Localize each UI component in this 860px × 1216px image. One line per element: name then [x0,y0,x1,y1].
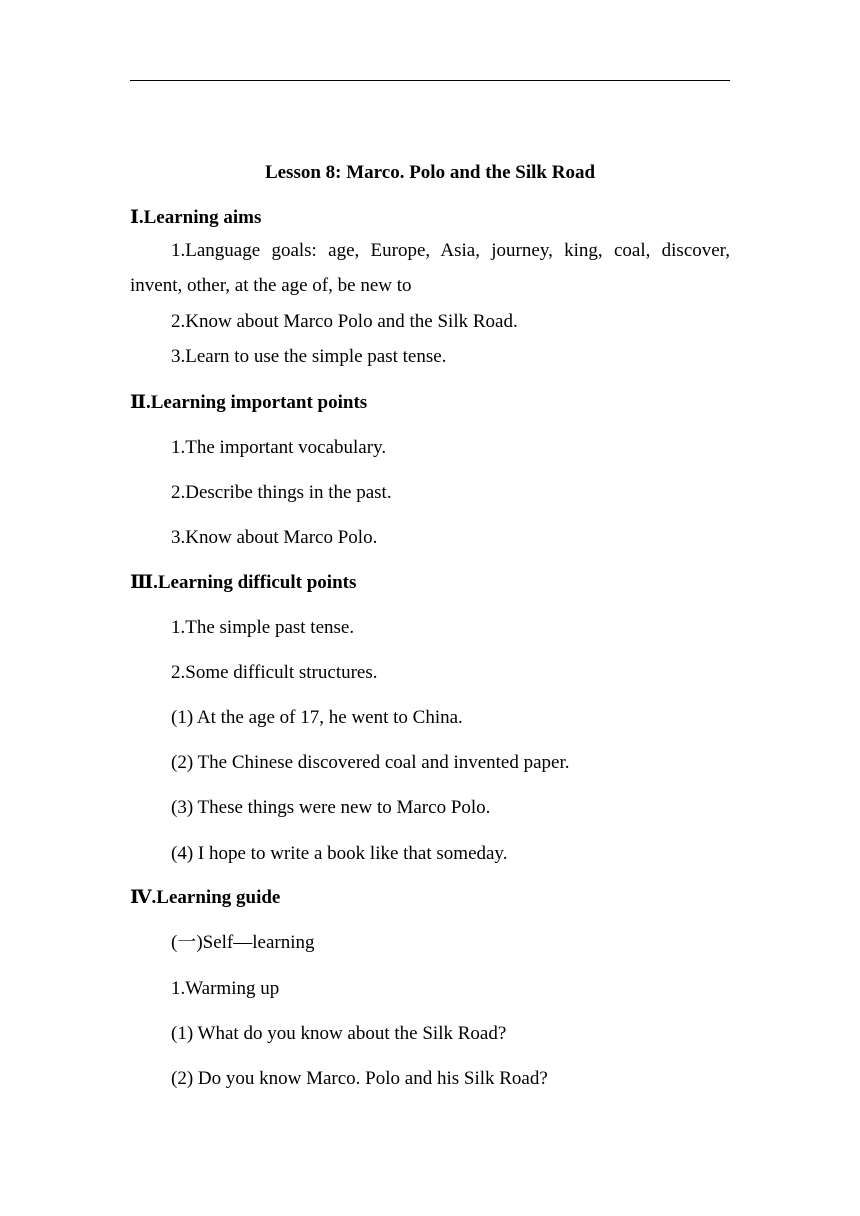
structure-example-2: (2) The Chinese discovered coal and invented paper. [171,752,570,773]
section-heading-important-points: Ⅱ.Learning important points [130,392,368,413]
section-heading-difficult-points: Ⅲ.Learning difficult points [130,572,357,593]
important-point-2: 2.Describe things in the past. [171,482,392,503]
structure-example-1: (1) At the age of 17, he went to China. [171,707,463,728]
guide-self-learning: (一)Self—learning [171,932,315,953]
structure-example-3: (3) These things were new to Marco Polo. [171,797,491,818]
guide-question-1: (1) What do you know about the Silk Road? [171,1023,507,1044]
guide-question-2: (2) Do you know Marco. Polo and his Silk Road? [171,1068,548,1089]
aims-item-3: 3.Learn to use the simple past tense. [171,346,447,367]
difficult-point-1: 1.The simple past tense. [171,617,355,638]
language-goals-paragraph: 1.Language goals: age, Europe, Asia, journey, king, coal, discover, invent, other, at the age of, be new to [130,240,730,296]
guide-warming-up: 1.Warming up [171,978,280,999]
structure-example-4: (4) I hope to write a book like that someday. [171,843,508,864]
difficult-point-2: 2.Some difficult structures. [171,662,378,683]
section-heading-learning-guide: Ⅳ.Learning guide [130,887,281,908]
important-point-1: 1.The important vocabulary. [171,437,387,458]
aims-item-2: 2.Know about Marco Polo and the Silk Road. [171,311,518,332]
section-heading-learning-aims: Ⅰ.Learning aims [130,207,262,228]
lesson-title: Lesson 8: Marco. Polo and the Silk Road [264,162,596,183]
header-rule [130,80,730,81]
important-point-3: 3.Know about Marco Polo. [171,527,378,548]
